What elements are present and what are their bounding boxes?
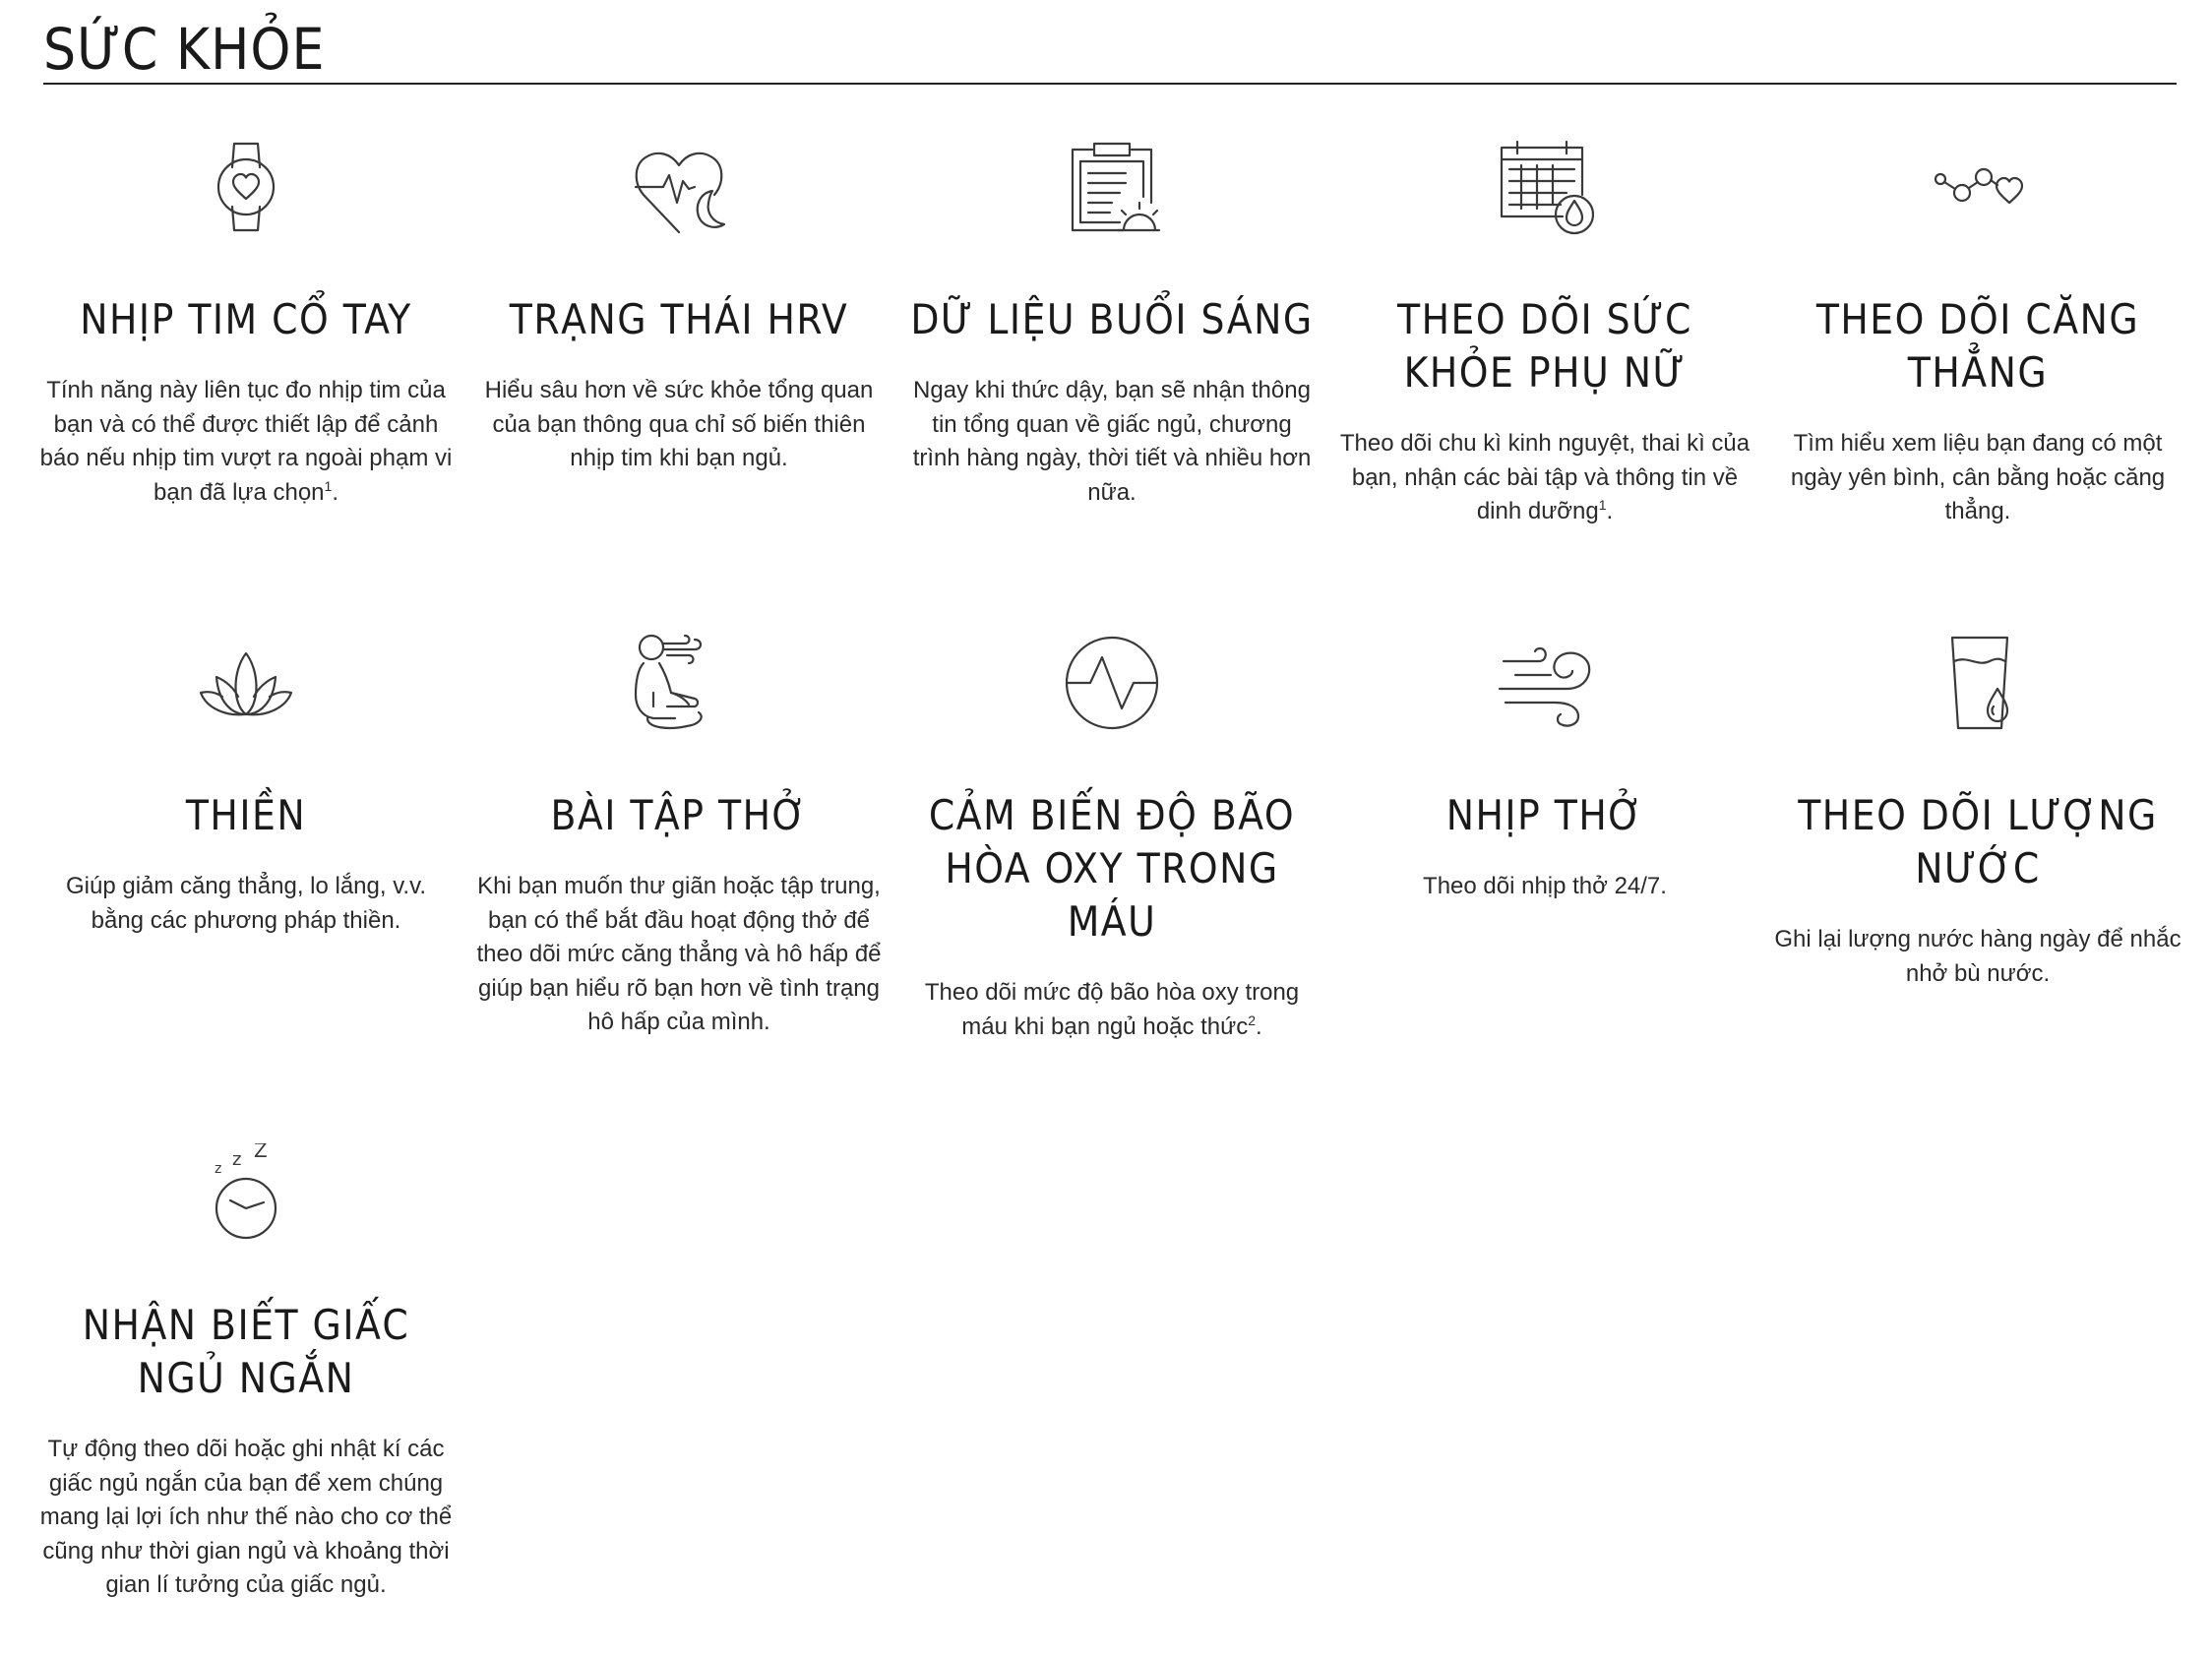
feature-title: NHỊP TIM CỔ TAY — [80, 295, 412, 343]
feature-description: Tính năng này liên tục đo nhịp tim của bạn và có thể được thiết lập để cảnh báo nếu nhịp tim vượt ra ngoài phạm vi bạn đã lựa chọn$^1$. — [39, 377, 453, 506]
feature-card-stress-tracking — [1771, 138, 2184, 529]
feature-description: Khi bạn muốn thư giãn hoặc tập trung, bạn có thể bắt đầu hoạt động thở để theo dõi mức căng thẳng và hô hấp để giúp bạn hiểu rõ bạn hơn về tình trạng hô hấp của mình. — [476, 873, 882, 1035]
nap-z-medium: z — [232, 1149, 242, 1170]
feature-card-respiration-rate — [1338, 634, 1751, 904]
feature-title: THEO DÕI LƯỢNG NƯỚC — [1798, 791, 2158, 892]
calendar-drop-icon — [1496, 138, 1594, 236]
heart-moon-icon — [630, 138, 728, 236]
water-glass-icon — [1929, 634, 2027, 732]
feature-title: THEO DÕI CĂNG THẲNG — [1815, 295, 2140, 397]
feature-title: CẢM BIẾN ĐỘ BÃO HÒA OXY TRONG MÁU — [928, 791, 1296, 946]
feature-description: Ngay khi thức dậy, bạn sẽ nhận thông tin tổng quan về giấc ngủ, chương trình hàng ngày, thời tiết và nhiều hơn nữa. — [912, 377, 1312, 506]
pulse-ox-icon — [1063, 634, 1161, 732]
stress-wave-heart-icon — [1929, 138, 2027, 236]
feature-card-hydration — [1771, 634, 2184, 991]
feature-description: Ghi lại lượng nước hàng ngày để nhắc nhở bù nước. — [1774, 926, 2181, 987]
nap-clock-icon — [197, 1143, 295, 1242]
title-divider — [43, 83, 2177, 85]
feature-card-nap-detection — [39, 1143, 453, 1603]
feature-description: Theo dõi chu kì kinh nguyệt, thai kì của bạn, nhận các bài tập và thông tin về dinh dưỡng$^1$. — [1339, 430, 1751, 524]
clipboard-sunrise-icon — [1063, 138, 1161, 236]
breathing-person-icon — [630, 634, 728, 732]
feature-title: DỮ LIỆU BUỔI SÁNG — [910, 295, 1314, 343]
footnote-marker: 2 — [1248, 1012, 1257, 1028]
watch-heart-icon — [197, 138, 295, 236]
feature-title: NHỊP THỞ — [1445, 791, 1644, 839]
feature-card-wrist-heart-rate — [39, 138, 453, 510]
section-title: SỨC KHỎE — [43, 16, 326, 83]
feature-card-pulse-ox — [905, 634, 1319, 1044]
feature-card-breathwork — [472, 634, 886, 1040]
wind-icon — [1496, 634, 1594, 732]
feature-card-womens-health — [1338, 138, 1751, 529]
nap-z-small: z — [215, 1161, 222, 1177]
feature-description: Hiểu sâu hơn về sức khỏe tổng quan của bạn thông qua chỉ số biến thiên nhịp tim khi bạn ngủ. — [484, 377, 874, 471]
feature-description: Theo dõi mức độ bão hòa oxy trong máu khi bạn ngủ hoặc thức$^2$. — [924, 979, 1300, 1040]
feature-title: NHẬN BIẾT GIẤC NGỦ NGẮN — [82, 1301, 410, 1402]
feature-card-hrv-status — [472, 138, 886, 476]
feature-title: TRẠNG THÁI HRV — [509, 295, 849, 343]
feature-title: THEO DÕI SỨC KHỎE PHỤ NỮ — [1397, 295, 1692, 397]
feature-title: THIỀN — [185, 791, 307, 839]
footnote-marker: 1 — [1598, 497, 1607, 513]
feature-card-meditation — [39, 634, 453, 938]
footnote-marker: 1 — [324, 477, 333, 494]
lotus-icon — [197, 634, 295, 732]
nap-z-large: Z — [254, 1143, 268, 1162]
feature-description: Tìm hiểu xem liệu bạn đang có một ngày yên bình, cân bằng hoặc căng thẳng. — [1790, 430, 2166, 524]
feature-description: Giúp giảm căng thẳng, lo lắng, v.v. bằng các phương pháp thiền. — [66, 873, 426, 934]
feature-card-morning-report — [905, 138, 1319, 510]
feature-description: Tự động theo dõi hoặc ghi nhật kí các giấc ngủ ngắn của bạn để xem chúng mang lại lợi ích như thế nào cho cơ thể cũng như thời gian ngủ và khoảng thời gian lí tưởng của giấc ngủ. — [39, 1436, 453, 1598]
feature-title: BÀI TẬP THỞ — [550, 791, 808, 839]
feature-description: Theo dõi nhịp thở 24/7. — [1423, 873, 1667, 899]
